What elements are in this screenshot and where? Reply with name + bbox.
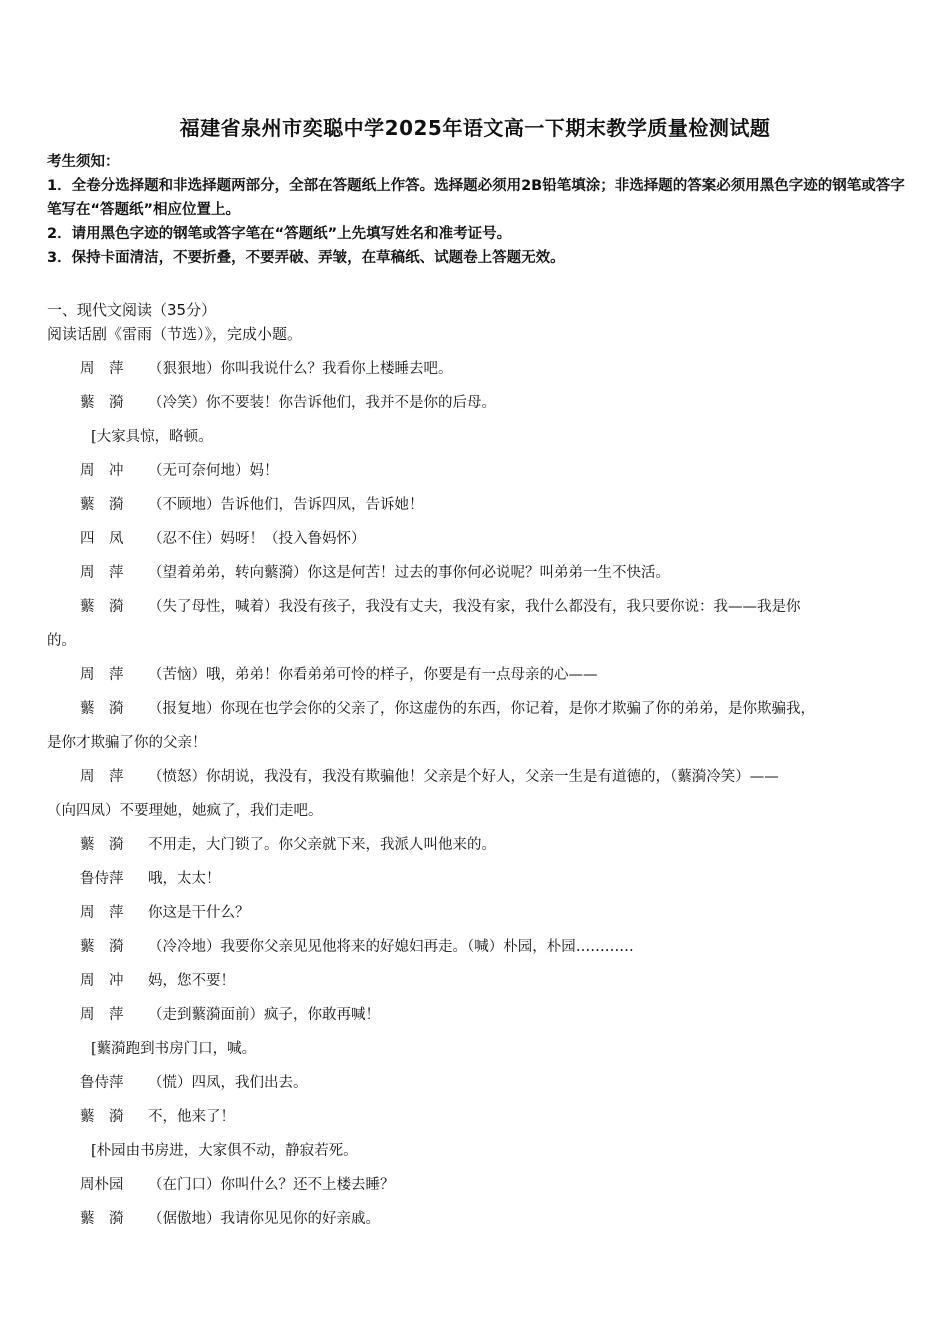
dialogue-line [47, 454, 907, 488]
speaker-name: 周 萍 [80, 565, 124, 581]
dialogue-line [47, 862, 907, 896]
dialogue-text: （狠狠地）你叫我说什么？我看你上楼睡去吧。 [148, 361, 453, 377]
dialogue-line [47, 386, 907, 420]
speaker-name: 蘩 漪 [80, 1109, 124, 1125]
dialogue-text: 你这是干什么？ [148, 905, 250, 921]
dialogue-text: （慌）四凤，我们出去。 [148, 1075, 308, 1091]
speaker-name: 周 冲 [80, 463, 124, 479]
dialogue-line [47, 964, 907, 998]
dialogue-line [47, 522, 907, 556]
speaker-name: 蘩 漪 [80, 939, 124, 955]
dialogue-line [47, 488, 907, 522]
dialogue-text: （冷笑）你不要装！你告诉他们，我并不是你的后母。 [148, 395, 496, 411]
dialogue-continuation: （向四凤）不要理她，她疯了，我们走吧。 [47, 803, 323, 819]
dialogue-line [47, 1168, 907, 1202]
dialogue-text: 妈，您不要！ [148, 973, 235, 989]
dialogue-text: （在门口）你叫什么？还不上楼去睡？ [148, 1177, 395, 1193]
speaker-name: 鲁侍萍 [80, 871, 124, 887]
stage-direction-text: [朴园由书房进，大家俱不动，静寂若死。 [91, 1143, 358, 1159]
dialogue-text: （倨傲地）我请你见见你的好亲戚。 [148, 1211, 380, 1227]
notice-item-3: 3．保持卡面清洁，不要折叠，不要弄破、弄皱，在草稿纸、试题卷上答题无效。 [47, 250, 565, 266]
speaker-name: 周朴园 [80, 1177, 124, 1193]
speaker-name: 四 凤 [80, 531, 124, 547]
stage-direction [47, 1134, 907, 1168]
dialogue-line [47, 998, 907, 1032]
notice-item-2: 2．请用黑色字迹的钢笔或答字笔在“答题纸”上先填写姓名和准考证号。 [47, 226, 512, 242]
stage-direction-text: [大家具惊，略顿。 [91, 429, 213, 445]
dialogue-continuation: 是你才欺骗了你的父亲！ [47, 735, 207, 751]
section-intro: 阅读话剧《雷雨（节选）》，完成小题。 [47, 325, 303, 343]
play-script [47, 352, 907, 1236]
dialogue-text: （走到蘩漪面前）疯子，你敢再喊！ [148, 1007, 380, 1023]
dialogue-text: 不用走，大门锁了。你父亲就下来，我派人叫他来的。 [148, 837, 496, 853]
section-header [47, 298, 907, 346]
dialogue-line [47, 1202, 907, 1236]
dialogue-line [47, 1100, 907, 1134]
dialogue-text: （苦恼）哦，弟弟！你看弟弟可怜的样子，你要是有一点母亲的心—— [148, 667, 598, 683]
notice-heading: 考生须知： [47, 154, 120, 170]
dialogue-text: （失了母性，喊着）我没有孩子，我没有丈夫，我没有家，我什么都没有，我只要你说：我——我是你 [148, 599, 801, 615]
stage-direction-text: [蘩漪跑到书房门口，喊。 [91, 1041, 257, 1057]
dialogue-line [47, 1066, 907, 1100]
speaker-name: 周 萍 [80, 769, 124, 785]
section-heading: 一、现代文阅读（35分） [47, 301, 217, 319]
dialogue-line [47, 658, 907, 692]
dialogue-line [47, 828, 907, 862]
dialogue-text: （愤怒）你胡说，我没有，我没有欺骗他！父亲是个好人，父亲一生是有道德的，（蘩漪冷笑）—— [148, 769, 779, 785]
stage-direction [47, 420, 907, 454]
speaker-name: 周 萍 [80, 361, 124, 377]
dialogue-text: 不，他来了！ [148, 1109, 235, 1125]
speaker-name: 周 萍 [80, 905, 124, 921]
speaker-name: 蘩 漪 [80, 837, 124, 853]
dialogue-line [47, 930, 907, 964]
candidate-notice [47, 150, 907, 270]
dialogue-text: （望着弟弟，转向蘩漪）你这是何苦！过去的事你何必说呢？叫弟弟一生不快活。 [148, 565, 670, 581]
dialogue-line [47, 692, 907, 726]
stage-direction [47, 1032, 907, 1066]
speaker-name: 鲁侍萍 [80, 1075, 124, 1091]
dialogue-text: （报复地）你现在也学会你的父亲了，你这虚伪的东西，你记着，是你才欺骗了你的弟弟，是你欺骗我， [148, 701, 815, 717]
speaker-name: 蘩 漪 [80, 497, 124, 513]
dialogue-text: （冷冷地）我要你父亲见见他将来的好媳妇再走。（喊）朴园，朴园………… [148, 939, 634, 955]
speaker-name: 蘩 漪 [80, 701, 124, 717]
speaker-name: 周 冲 [80, 973, 124, 989]
dialogue-continuation: 的。 [47, 633, 76, 649]
dialogue-line [47, 590, 907, 624]
dialogue-line [47, 760, 907, 794]
dialogue-text: （不顾地）告诉他们，告诉四凤，告诉她！ [148, 497, 424, 513]
speaker-name: 蘩 漪 [80, 599, 124, 615]
speaker-name: 蘩 漪 [80, 1211, 124, 1227]
speaker-name: 周 萍 [80, 667, 124, 683]
notice-item-1: 1．全卷分选择题和非选择题两部分，全部在答题纸上作答。选择题必须用2B铅笔填涂；非选择题的答案必须用黑色字迹的钢笔或答字笔写在“答题纸”相应位置上。 [47, 178, 905, 218]
dialogue-text: （无可奈何地）妈！ [148, 463, 279, 479]
dialogue-line [47, 556, 907, 590]
speaker-name: 蘩 漪 [80, 395, 124, 411]
speaker-name: 周 萍 [80, 1007, 124, 1023]
dialogue-text: 哦，太太！ [148, 871, 221, 887]
dialogue-text: （忍不住）妈呀！（投入鲁妈怀） [148, 531, 366, 547]
page-title: 福建省泉州市奕聪中学2025年语文高一下期末教学质量检测试题 [179, 116, 771, 140]
dialogue-line [47, 352, 907, 386]
dialogue-line [47, 896, 907, 930]
